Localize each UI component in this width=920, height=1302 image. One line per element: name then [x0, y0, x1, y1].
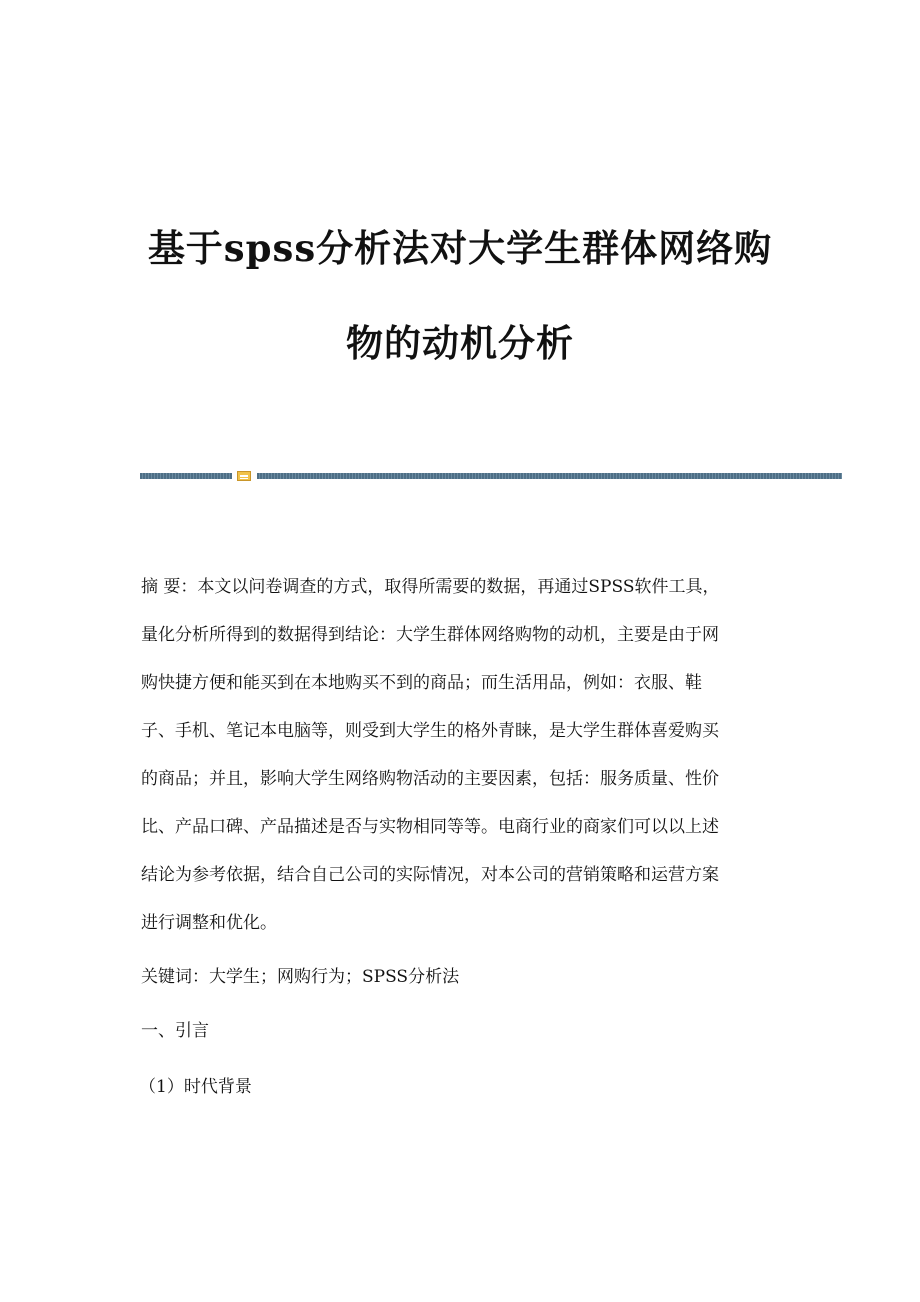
- keywords-line: 关键词：大学生；网购行为；SPSS分析法: [141, 967, 460, 987]
- abstract-line: 量化分析所得到的数据得到结论：大学生群体网络购物的动机，主要是由于网: [141, 625, 719, 645]
- abstract-line: 的商品；并且，影响大学生网络购物活动的主要因素，包括：服务质量、性价: [141, 769, 719, 789]
- abstract-line: 子、手机、笔记本电脑等，则受到大学生的格外青睐，是大学生群体喜爱购买: [141, 721, 719, 741]
- abstract-line: 摘 要：本文以问卷调查的方式，取得所需要的数据，再通过SPSS软件工具，: [141, 577, 720, 597]
- abstract-paragraph: [141, 563, 773, 947]
- abstract-line: 结论为参考依据，结合自己公司的实际情况，对本公司的营销策略和运营方案: [141, 865, 719, 885]
- divider-bar-right: [257, 473, 842, 479]
- title-divider: [140, 471, 842, 481]
- section-heading: 一、引言: [141, 1021, 209, 1041]
- abstract-line: 比、产品口碑、产品描述是否与实物相同等等。电商行业的商家们可以以上述: [141, 817, 719, 837]
- subsection-heading: （1）时代背景: [139, 1077, 252, 1097]
- divider-ornament-icon: [237, 471, 251, 481]
- abstract-line: 购快捷方便和能买到在本地购买不到的商品；而生活用品，例如：衣服、鞋: [141, 673, 702, 693]
- divider-bar-left: [140, 473, 232, 479]
- document-title-line-2: 物的动机分析: [346, 321, 574, 365]
- abstract-line: 进行调整和优化。: [141, 913, 277, 933]
- document-title-line-1: 基于spss分析法对大学生群体网络购: [147, 226, 773, 270]
